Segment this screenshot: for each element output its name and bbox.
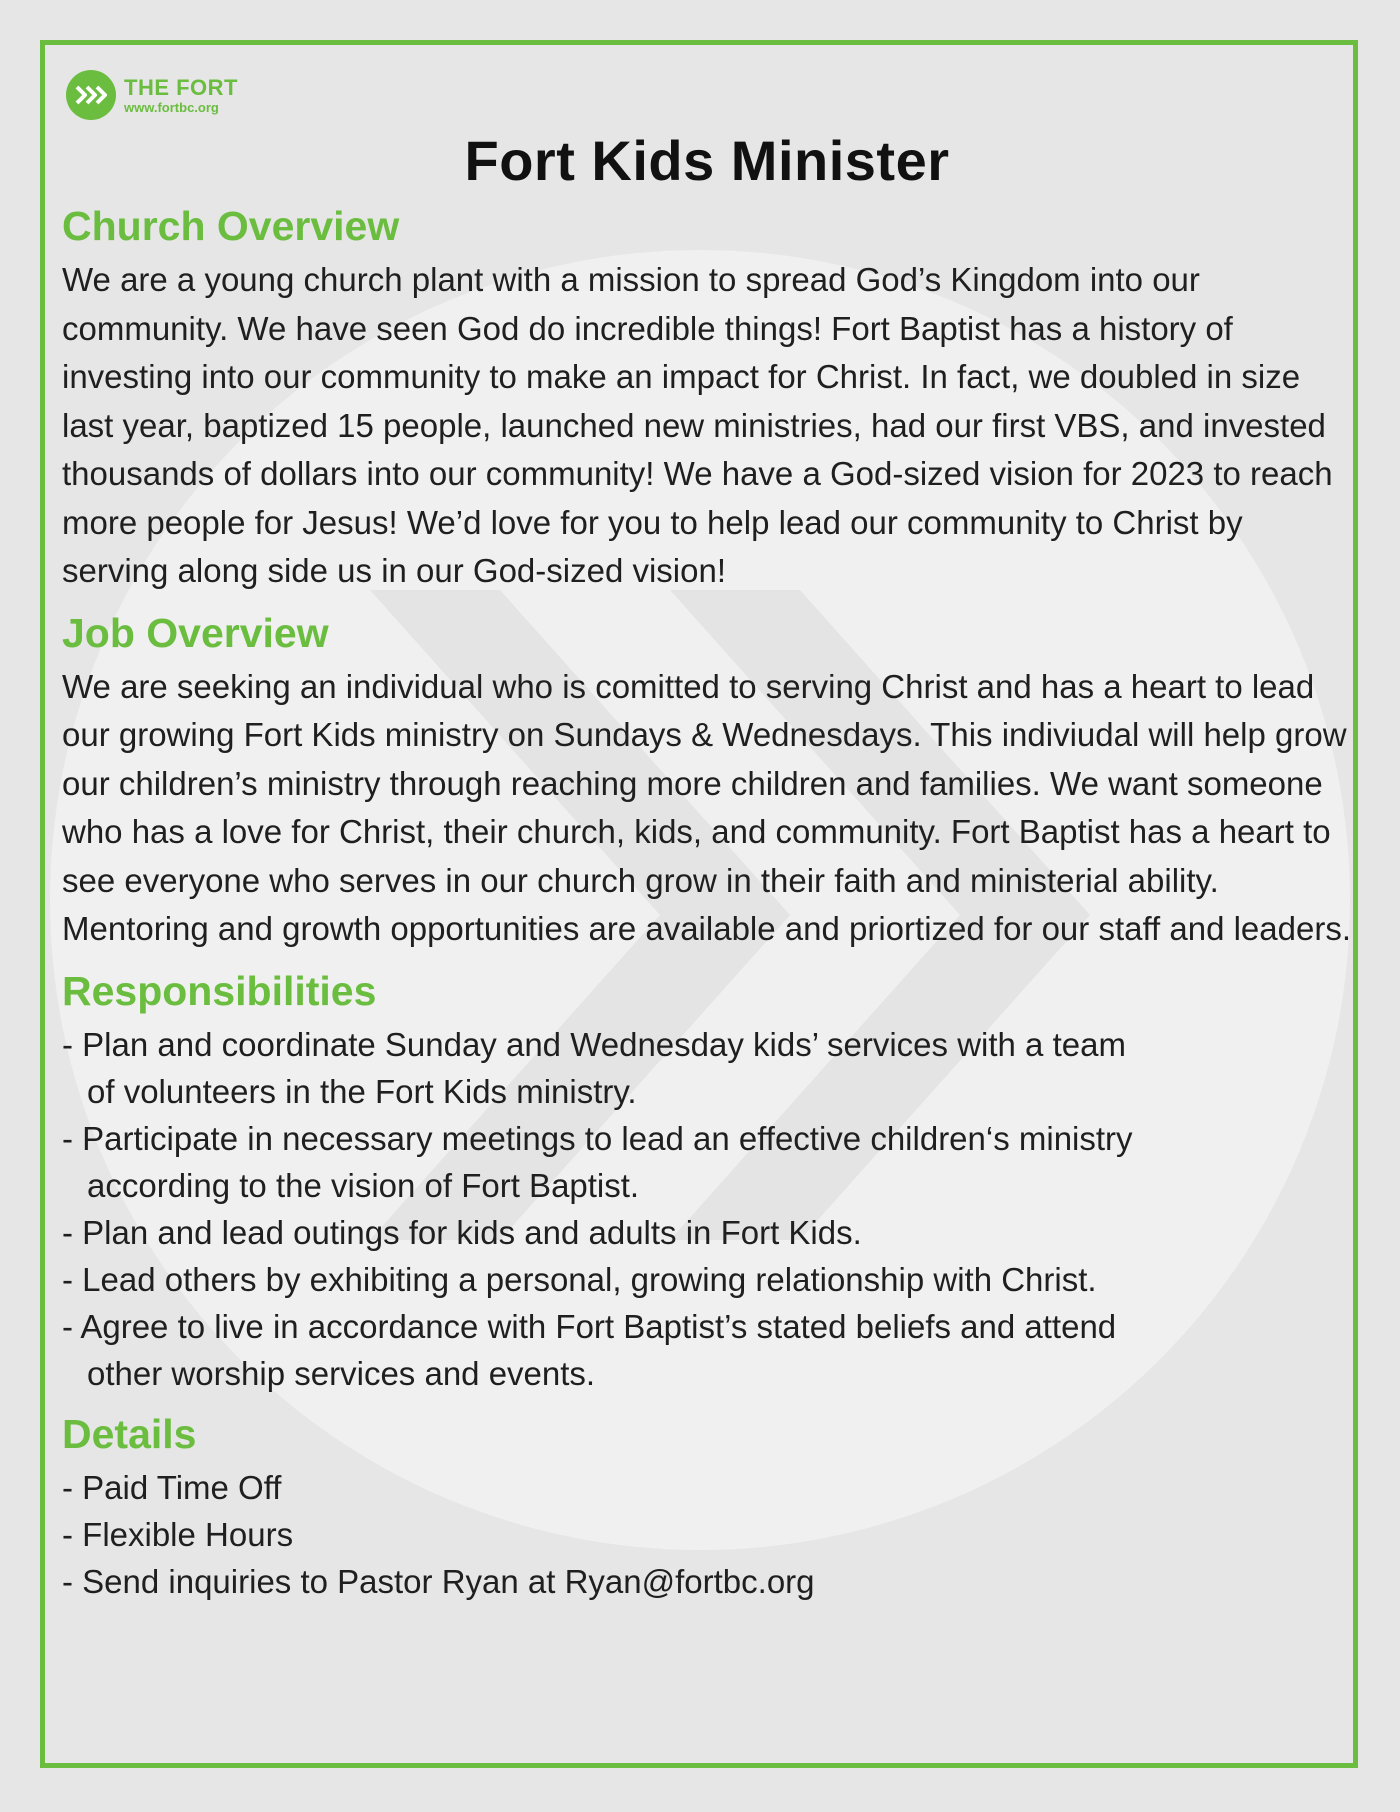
flyer-content <box>62 70 1352 1619</box>
job-overview-body: We are seeking an individual who is comitted to serving Christ and has a heart to lead our growing Fort Kids ministry on Sundays & Wednesdays. This indiviudal will help grow our children’s ministry through reaching more children and families. We want someone who has a love for Christ, their church, kids, and community. Fort Baptist has a heart to see everyone who serves in our church grow in their faith and ministerial ability. Mentoring and growth opportunities are available and priortized for our staff and leaders. <box>62 667 1351 948</box>
detail-item: - Send inquiries to Pastor Ryan at Ryan@fortbc.org <box>62 1563 815 1601</box>
church-overview-heading: Church Overview <box>62 203 400 249</box>
responsibility-text: - Participate in necessary meetings to lead an effective children‘s ministry <box>62 1119 1133 1157</box>
page-title: Fort Kids Minister <box>464 129 950 192</box>
detail-item: - Flexible Hours <box>62 1516 294 1554</box>
detail-item: - Paid Time Off <box>62 1469 282 1507</box>
responsibility-text: - Agree to live in accordance with Fort Baptist’s stated beliefs and attend <box>62 1307 1117 1345</box>
church-overview-body: We are a young church plant with a mission to spread God’s Kingdom into our community. We have seen God do incredible things! Fort Baptist has a history of investing into our community to make an impact for Christ. In fact, we doubled in size last year, baptized 15 people, launched new ministries, had our first VBS, and invested thousands of dollars into our community! We have a God-sized vision for 2023 to reach more people for Jesus! We’d love for you to help lead our community to Christ by serving along side us in our God-sized vision! <box>62 261 1333 590</box>
responsibility-continuation: other worship services and events. <box>87 1354 596 1392</box>
responsibility-continuation: according to the vision of Fort Baptist. <box>87 1166 640 1204</box>
job-overview-heading: Job Overview <box>62 609 329 656</box>
job-overview-section <box>62 610 1352 954</box>
responsibility-continuation: of volunteers in the Fort Kids ministry. <box>87 1072 637 1110</box>
responsibility-text: - Plan and lead outings for kids and adults in Fort Kids. <box>62 1213 862 1251</box>
responsibility-item <box>62 1303 1352 1397</box>
responsibilities-section <box>62 968 1352 1397</box>
logo <box>66 70 1352 120</box>
logo-url: www.fortbc.org <box>124 99 219 115</box>
chevron-logo-icon <box>66 70 116 120</box>
logo-name: THE FORT <box>124 74 238 100</box>
responsibilities-heading: Responsibilities <box>62 967 377 1014</box>
details-heading: Details <box>62 1410 197 1457</box>
church-overview-section <box>62 203 1352 596</box>
responsibility-text: - Plan and coordinate Sunday and Wednesday kids’ services with a team <box>62 1025 1126 1063</box>
responsibility-item <box>62 1115 1352 1209</box>
responsibility-text: - Lead others by exhibiting a personal, growing relationship with Christ. <box>62 1260 1097 1298</box>
details-section <box>62 1411 1352 1605</box>
responsibility-item <box>62 1021 1352 1115</box>
responsibility-item <box>62 1209 1352 1256</box>
responsibility-item <box>62 1256 1352 1303</box>
